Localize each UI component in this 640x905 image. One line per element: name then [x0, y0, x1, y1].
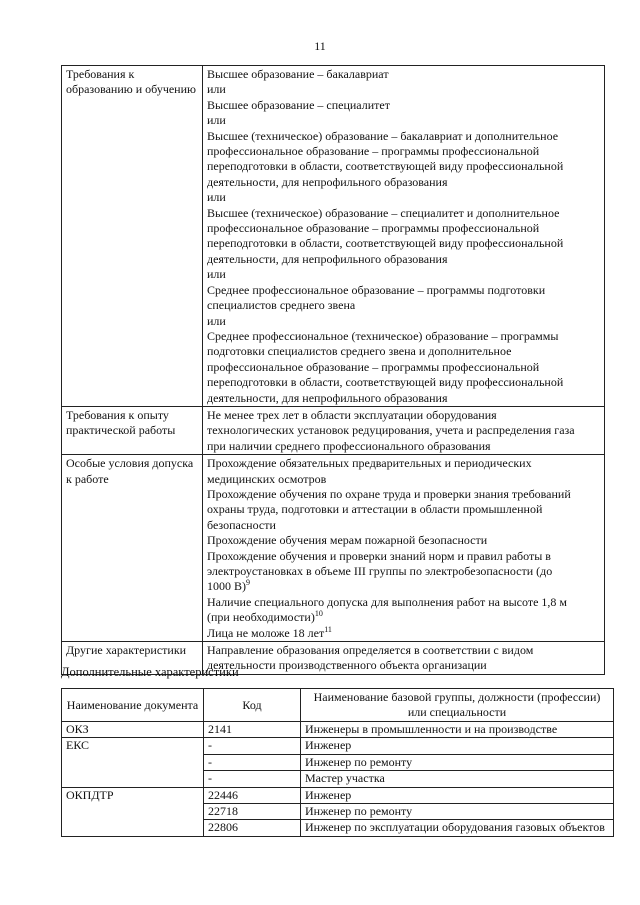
row-group-name: Мастер участка: [301, 771, 614, 787]
requirement-content: [203, 66, 605, 407]
requirement-line: Наличие специального допуска для выполнения работ на высоте 1,8 м: [207, 594, 568, 609]
requirement-line: переподготовки в области, соответствующей виду профессиональной: [207, 236, 564, 251]
requirement-content: [203, 455, 605, 642]
requirement-line: Направление образования определяется в соответствии с видом: [207, 643, 534, 658]
requirement-line: или: [207, 267, 226, 282]
header-document-name: Наименование документа: [62, 689, 204, 722]
row-code: -: [204, 771, 301, 787]
row-group-name: Инженер: [301, 738, 614, 754]
requirement-line: Прохождение обучения мерам пожарной безопасности: [207, 533, 488, 548]
requirement-line: технологических установок редуцирования, учета и распределения газа: [207, 423, 575, 438]
requirement-line: Прохождение обучения по охране труда и проверки знания требований: [207, 486, 571, 501]
header-code: Код: [204, 689, 301, 722]
additional-characteristics-table: [61, 688, 614, 837]
requirement-line: при наличии среднего профессионального образования: [207, 438, 491, 453]
row-group-name: Инженер по ремонту: [301, 754, 614, 770]
table-row: [62, 787, 614, 803]
requirement-label: Требования к образованию и обучению: [62, 66, 203, 407]
header-group-name: Наименование базовой группы, должности (профессии) или специальности: [301, 689, 614, 722]
requirement-line: 1000 В)$^9$: [207, 578, 250, 594]
requirement-line: профессиональное образование – программы профессиональной: [207, 221, 540, 236]
requirement-line: охраны труда, подготовки и аттестации в области промышленной: [207, 502, 543, 517]
requirement-line: Высшее образование – специалитет: [207, 97, 390, 112]
row-code: 22446: [204, 787, 301, 803]
requirement-line: Не менее трех лет в области эксплуатации оборудования: [207, 407, 497, 422]
requirement-line: деятельности, для непрофильного образования: [207, 390, 448, 405]
requirement-line: переподготовки в области, соответствующей виду профессиональной: [207, 159, 564, 174]
row-document-name: ОКПДТР: [62, 787, 204, 836]
requirement-label: Другие характеристики: [62, 642, 203, 675]
requirement-line: деятельности производственного объекта организации: [207, 658, 487, 673]
requirement-row: [62, 66, 605, 407]
requirement-line: профессиональное образование – программы профессиональной: [207, 359, 540, 374]
row-group-name: Инженеры в промышленности и на производстве: [301, 722, 614, 738]
requirement-line: Высшее (техническое) образование – бакалавриат и дополнительное: [207, 128, 559, 143]
requirement-line: медицинских осмотров: [207, 471, 327, 486]
requirement-label: Требования к опыту практической работы: [62, 406, 203, 454]
requirement-line: деятельности, для непрофильного образования: [207, 174, 448, 189]
page-number: 11: [314, 39, 326, 53]
footnote-ref: 10: [314, 609, 323, 619]
requirement-content: [203, 642, 605, 675]
requirement-line: безопасности: [207, 517, 276, 532]
requirement-line: Среднее профессиональное образование – программы подготовки: [207, 282, 546, 297]
section-heading: Дополнительные характеристики: [61, 665, 239, 679]
requirement-line: или: [207, 313, 226, 328]
requirement-line: или: [207, 113, 226, 128]
row-code: 22806: [204, 820, 301, 836]
row-group-name: Инженер по ремонту: [301, 804, 614, 820]
requirement-line: Прохождение обязательных предварительных и периодических: [207, 456, 532, 471]
row-code: 22718: [204, 804, 301, 820]
requirement-line: Среднее профессиональное (техническое) образование – программы: [207, 328, 559, 343]
requirement-label: Особые условия допуска к работе: [62, 455, 203, 642]
requirement-line: профессиональное образование – программы профессиональной: [207, 144, 540, 159]
requirement-line: (при необходимости)$^{10}$: [207, 609, 323, 625]
requirement-line: или: [207, 82, 226, 97]
row-code: -: [204, 738, 301, 754]
row-group-name: Инженер по эксплуатации оборудования газовых объектов: [301, 820, 614, 836]
requirement-line: переподготовки в области, соответствующей виду профессиональной: [207, 375, 564, 390]
requirement-row: [62, 455, 605, 642]
requirement-line: электроустановках в объеме III группы по электробезопасности (до: [207, 564, 553, 578]
footnote-ref: 9: [246, 578, 250, 588]
requirement-line: Прохождение обучения и проверки знаний норм и правил работы в: [207, 548, 551, 563]
row-document-name: ЕКС: [62, 738, 204, 787]
requirement-line: Лица не моложе 18 лет$^{11}$: [207, 624, 332, 640]
requirement-row: [62, 406, 605, 454]
row-document-name: ОКЗ: [62, 722, 204, 738]
requirement-line: или: [207, 190, 226, 205]
table-header-row: [62, 689, 614, 722]
table-row: [62, 738, 614, 754]
row-group-name: Инженер: [301, 787, 614, 803]
table-row: [62, 722, 614, 738]
requirement-line: деятельности, для непрофильного образования: [207, 251, 448, 266]
requirement-line: специалистов среднего звена: [207, 298, 356, 313]
requirements-table: [61, 65, 605, 675]
requirement-content: [203, 406, 605, 454]
requirement-line: Высшее (техническое) образование – специалитет и дополнительное: [207, 205, 560, 220]
footnote-ref: 11: [324, 624, 332, 634]
row-code: 2141: [204, 722, 301, 738]
requirement-line: Высшее образование – бакалавриат: [207, 67, 389, 81]
row-code: -: [204, 754, 301, 770]
requirement-line: подготовки специалистов среднего звена и дополнительное: [207, 344, 512, 359]
